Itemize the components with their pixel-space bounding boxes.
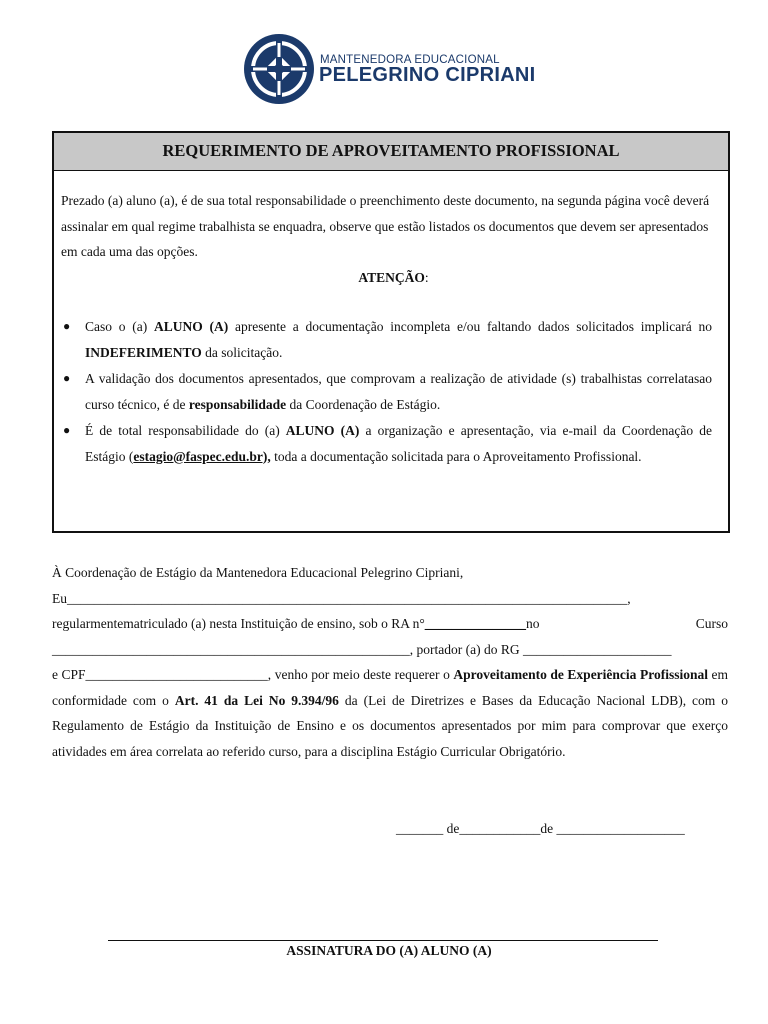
bullet-icon: ●	[63, 371, 71, 385]
bullet-icon: ●	[63, 423, 71, 437]
request-body: e CPF___________________________, venho por meio deste requerer o Aproveitamento de Experiência Profissional em conformidade com o Art. 41 da Lei No 9.394/96 da (Lei de Diretrizes e Bases da Educação Nacional LDB), com o Regulamento de Estágio da Instituição de Ensino e os documentos apresentados por mim para comprovar que exerço atividades em área correlata ao referido curso, para a disciplina Estágio Curricular Obrigatório.	[52, 667, 728, 759]
name-field-line: Eu___________________________________________________________________________________,	[52, 590, 631, 606]
logo	[243, 33, 553, 107]
list-item: ● Caso o (a) ALUNO (A) apresente a documentação incompleta e/ou faltando dados solicitados implicará no INDEFERIMENTO da solicitação.	[61, 314, 728, 365]
list-item: ● A validação dos documentos apresentados, que comprovam a realização de atividade (s) trabalhistas correlatasao curso técnico, é de responsabilidade da Coordenação de Estágio.	[61, 366, 728, 417]
logo-subtitle: MANTENEDORA EDUCACIONAL	[320, 54, 500, 66]
page-title: REQUERIMENTO DE APROVEITAMENTO PROFISSIONAL	[54, 133, 728, 171]
notice-box	[52, 131, 730, 533]
logo-emblem-icon	[243, 33, 315, 105]
intro-text: Prezado (a) aluno (a), é de sua total responsabilidade o preenchimento deste documento, na segunda página você deverá assinalar em qual regime trabalhista se enquadra, observe que estão listados os documentos que devem ser apresentados em cada uma das opções.	[61, 193, 710, 259]
rules-list	[61, 314, 728, 469]
rg-field-line: _____________________________________________________, portador (a) do RG ______________________	[52, 641, 672, 657]
signature-label: ASSINATURA DO (A) ALUNO (A)	[286, 943, 492, 958]
email-link[interactable]: estagio@faspec.edu.br),	[133, 448, 271, 464]
notice-body	[54, 171, 728, 469]
addressee: À Coordenação de Estágio da Mantenedora Educacional Pelegrino Cipriani,	[52, 565, 464, 580]
request-letter	[52, 560, 728, 764]
logo-title: PELEGRINO CIPRIANI	[319, 64, 536, 86]
bullet-icon: ●	[63, 319, 71, 333]
date-field-line: _______ de____________de ___________________	[396, 821, 685, 836]
attention-heading: ATENÇÃO:	[358, 269, 429, 285]
signature-line	[108, 940, 658, 941]
list-item: ● É de total responsabilidade do (a) ALUNO (A) a organização e apresentação, via e-mail da Coordenação de Estágio (estagio@faspec.edu.br), toda a documentação solicitada para o Aproveitamento Profissional.	[61, 418, 728, 469]
ra-field-line: regularmentematriculado (a) nesta Instituição de ensino, sob o RA n°_______________no Curso	[52, 616, 728, 631]
